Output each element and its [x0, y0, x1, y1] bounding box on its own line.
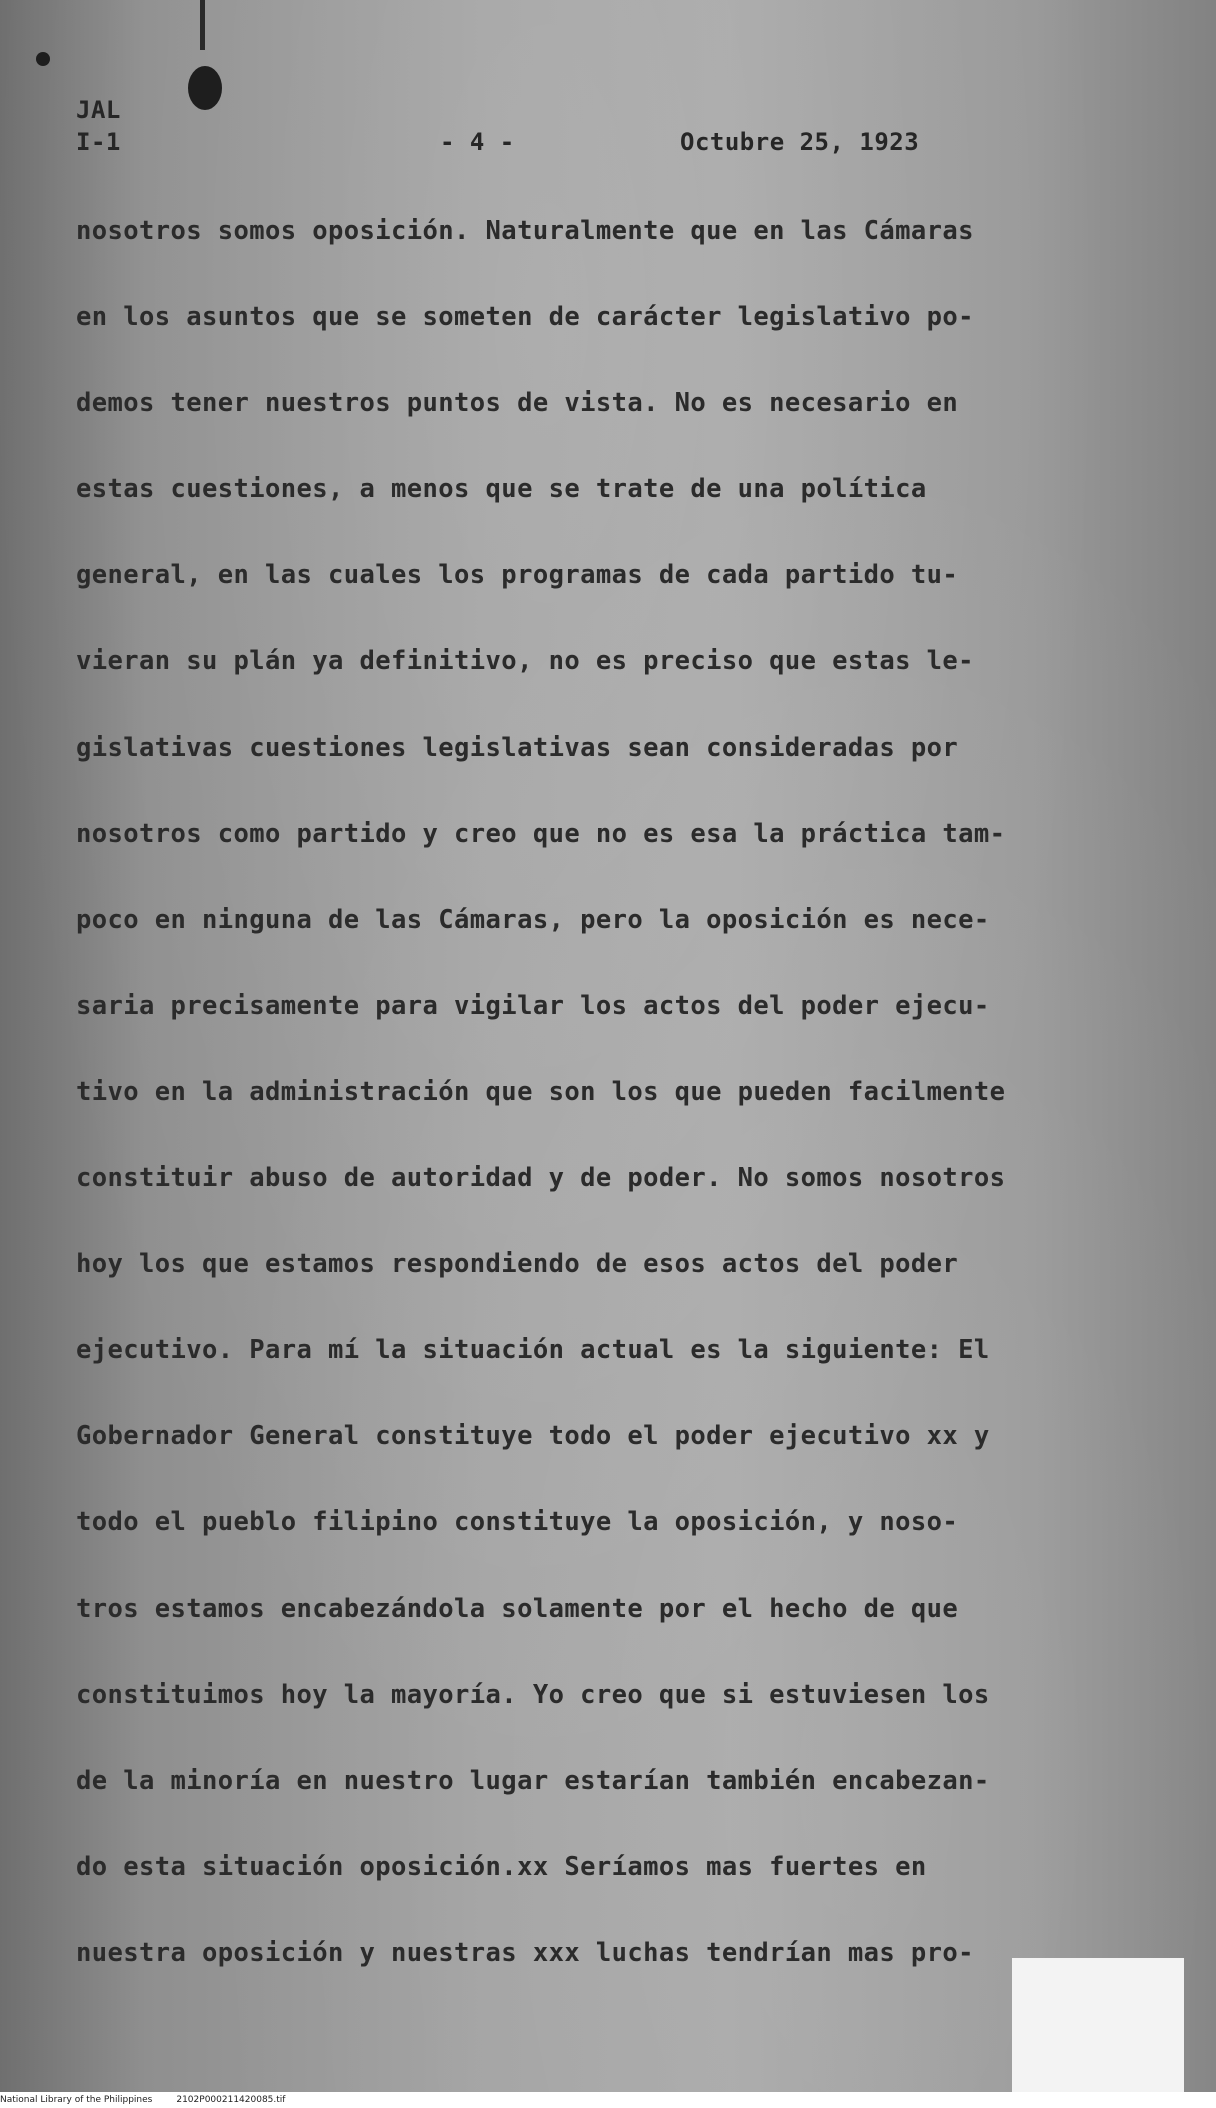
text-line: tivo en la administración que son los que pueden facilmente	[76, 1076, 1006, 1107]
text-line: constituimos hoy la mayoría. Yo creo que si estuviesen los	[76, 1679, 990, 1710]
text-line: vieran su plán ya definitivo, no es preciso que estas le-	[76, 646, 974, 677]
text-line: hoy los que estamos respondiendo de esos actos del poder	[76, 1249, 959, 1280]
scan-footer	[0, 2092, 1216, 2108]
text-line: do esta situación oposición.xx Seríamos mas fuertes en	[76, 1851, 927, 1882]
text-line: tros estamos encabezándola solamente por el hecho de que	[76, 1593, 959, 1624]
text-line: saria precisamente para vigilar los actos del poder ejecu-	[76, 990, 990, 1021]
text-line: ejecutivo. Para mí la situación actual es la siguiente: El	[76, 1335, 990, 1366]
text-line: estas cuestiones, a menos que se trate de una política	[76, 474, 927, 505]
blank-patch	[1012, 1958, 1184, 2092]
text-line: demos tener nuestros puntos de vista. No es necesario en	[76, 388, 959, 419]
header-code: I-1	[76, 128, 121, 156]
ink-blot	[188, 66, 222, 110]
text-line: gislativas cuestiones legislativas sean consideradas por	[76, 732, 959, 763]
text-line: nosotros como partido y creo que no es esa la práctica tam-	[76, 818, 1006, 849]
ink-dot	[36, 52, 50, 66]
text-line: general, en las cuales los programas de cada partido tu-	[76, 560, 959, 591]
text-line: nosotros somos oposición. Naturalmente que en las Cámaras	[76, 216, 974, 246]
text-line: poco en ninguna de las Cámaras, pero la oposición es nece-	[76, 904, 990, 935]
text-line: nuestra oposición y nuestras xxx luchas tendrían mas pro-	[76, 1937, 974, 1968]
typed-text	[76, 205, 1136, 2013]
footer-source: National Library of the Philippines	[0, 2095, 153, 2105]
text-line: todo el pueblo filipino constituye la oposición, y noso-	[76, 1507, 959, 1538]
text-line: de la minoría en nuestro lugar estarían también encabezan-	[76, 1765, 990, 1796]
text-line: constituir abuso de autoridad y de poder. No somos nosotros	[76, 1163, 1006, 1194]
text-line: en los asuntos que se someten de carácter legislativo po-	[76, 302, 974, 333]
document-date: Octubre 25, 1923	[680, 128, 920, 156]
page-number: - 4 -	[440, 128, 515, 156]
header-initials: JAL	[76, 96, 121, 124]
ink-streak	[200, 0, 205, 50]
footer-file: 2102P000211420085.tif	[176, 2095, 286, 2105]
text-line: Gobernador General constituye todo el poder ejecutivo xx y	[76, 1421, 990, 1452]
